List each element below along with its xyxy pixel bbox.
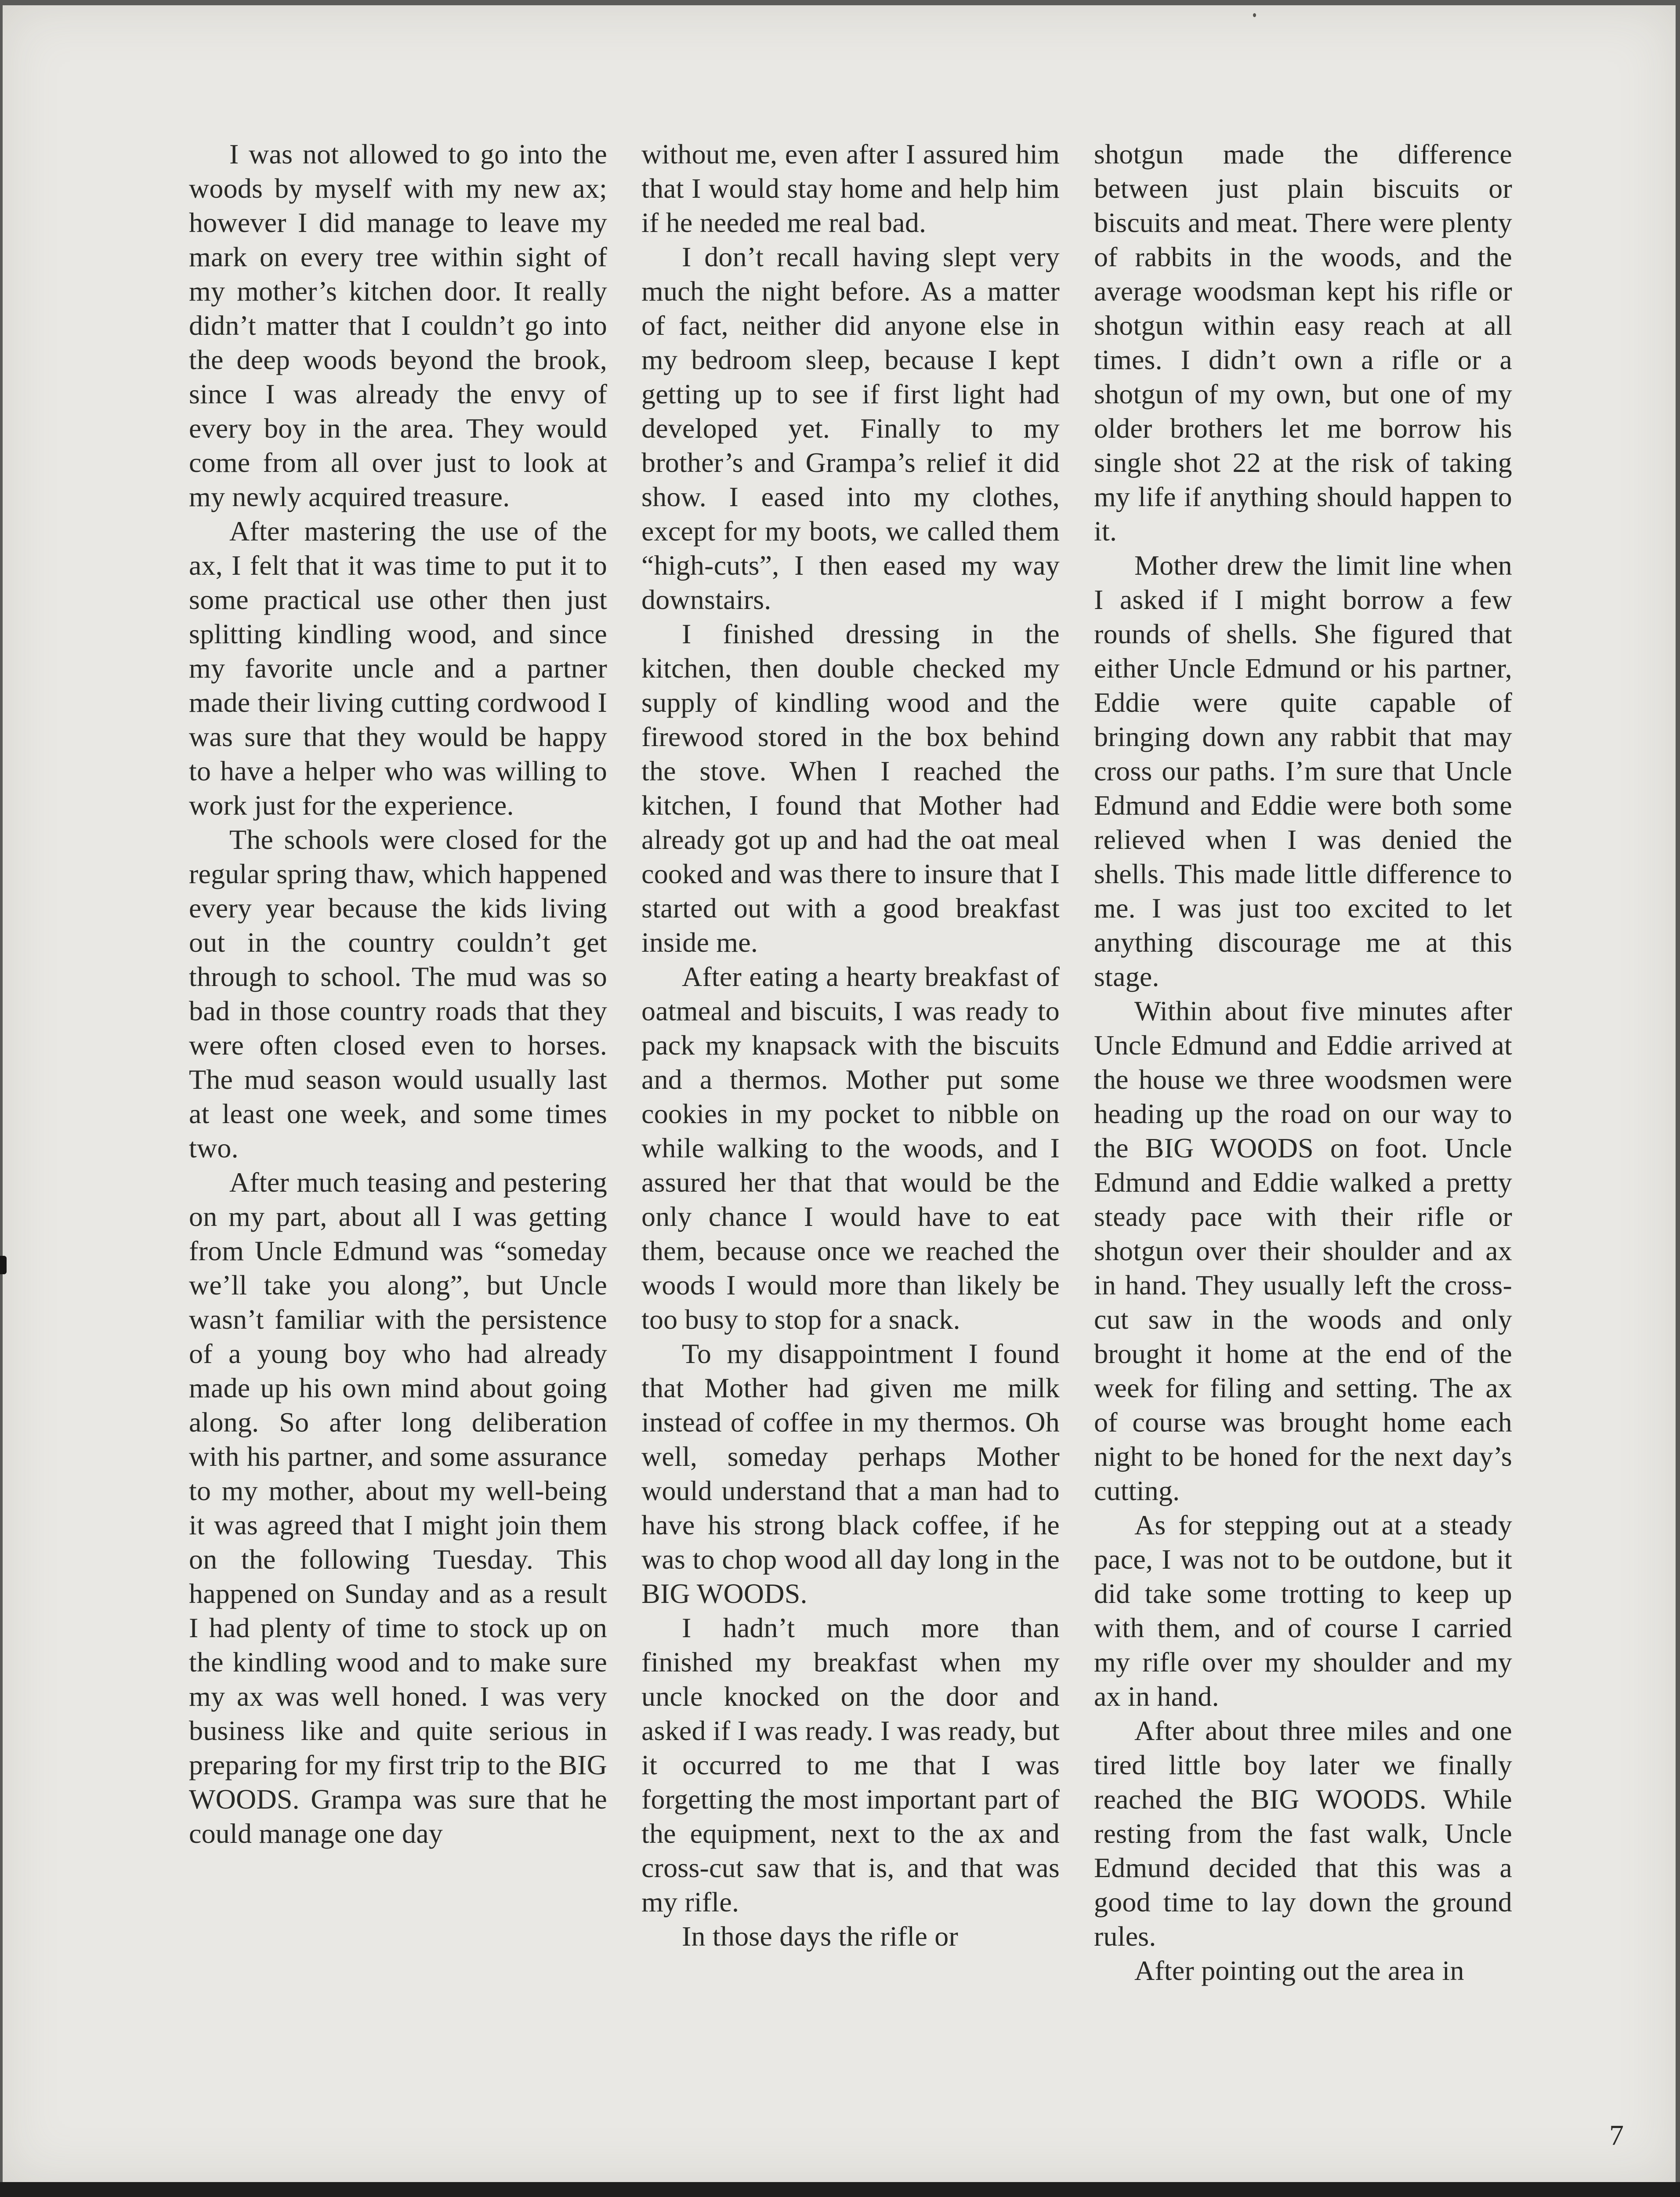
paragraph: without me, even after I assured him that I would stay home and help him if he needed me real bad.	[641, 138, 1060, 238]
text-column-3	[1094, 137, 1512, 1988]
paragraph: After eating a hearty breakfast of oatmeal and biscuits, I was ready to pack my knapsack with the biscuits and a thermos. Mother put some cookies in my pocket to nibble on while walking to the woods, and I assured her that that would be the only chance I would have to eat them, because once we reached the woods I would more than likely be too busy to stop for a snack.	[641, 961, 1060, 1335]
scan-edge-bottom	[0, 2182, 1680, 2197]
paragraph: As for stepping out at a steady pace, I was not to be outdone, but it did take some trotting to keep up with them, and of course I carried my rifle over my shoulder and my ax in hand.	[1094, 1509, 1512, 1712]
paragraph: I was not allowed to go into the woods by myself with my new ax; however I did manage to leave my mark on every tree within sight of my mother’s kitchen door. It really didn’t matter that I couldn’t go into the deep woods beyond the brook, since I was already the envy of every boy in the area. They would come from all over just to look at my newly acquired treasure.	[189, 138, 607, 512]
text-column-2	[641, 137, 1060, 1988]
paragraph: The schools were closed for the regular spring thaw, which happened every year because the kids living out in the country couldn’t get through to school. The mud was so bad in those country roads that they were often closed even to horses. The mud season would usually last at least one week, and some times two.	[189, 824, 607, 1164]
paragraph: I don’t recall having slept very much the night before. As a matter of fact, neither did anyone else in my bedroom sleep, because I kept getting up to see if first light had developed yet. Finally to my brother’s and Grampa’s relief it did show. I eased into my clothes, except for my boots, we called them “high-cuts”, I then eased my way downstairs.	[641, 241, 1060, 615]
text-column-1	[189, 137, 607, 1988]
paragraph: I hadn’t much more than finished my breakfast when my uncle knocked on the door and asked if I was ready. I was ready, but it occurred to me that I was forgetting the most important part of the equipment, next to the ax and cross-cut saw that is, and that was my rifle.	[641, 1612, 1060, 1918]
paragraph: Mother drew the limit line when I asked if I might borrow a few rounds of shells. She figured that either Uncle Edmund or his partner, Eddie were quite capable of bringing down any rabbit that may cross our paths. I’m sure that Uncle Edmund and Eddie were both some relieved when I was denied the shells. This made little difference to me. I was just too excited to let anything discourage me at this stage.	[1094, 550, 1512, 992]
paragraph: I finished dressing in the kitchen, then double checked my supply of kindling wood and the firewood stored in the box behind the stove. When I reached the kitchen, I found that Mother had already got up and had the oat meal cooked and was there to insure that I started out with a good breakfast inside me.	[641, 618, 1060, 958]
scan-edge-artifact	[0, 1256, 7, 1274]
paragraph: After much teasing and pestering on my part, about all I was getting from Uncle Edmund was “someday we’ll take you along”, but Uncle wasn’t familiar with the persistence of a young boy who had already made up his own mind about going along. So after long deliberation with his partner, and some assurance to my mother, about my well-being it was agreed that I might join them on the following Tuesday. This happened on Sunday and as a result I had plenty of time to stock up on the kindling wood and to make sure my ax was well honed. I was very business like and quite serious in preparing for my first trip to the BIG WOODS. Grampa was sure that he could manage one day	[189, 1167, 607, 1849]
paragraph: After about three miles and one tired little boy later we finally reached the BIG WOODS. While resting from the fast walk, Uncle Edmund decided that this was a good time to lay down the ground rules.	[1094, 1715, 1512, 1952]
paragraph: After pointing out the area in	[1134, 1955, 1464, 1986]
paragraph: In those days the rifle or	[682, 1921, 959, 1952]
paragraph: Within about five minutes after Uncle Edmund and Eddie arrived at the house we three woodsmen were heading up the road on our way to the BIG WOODS on foot. Uncle Edmund and Eddie walked a pretty steady pace with their rifle or shotgun over their shoulder and ax in hand. They usually left the cross-cut saw in the woods and only brought it home at the end of the week for filing and setting. The ax of course was brought home each night to be honed for the next day’s cutting.	[1094, 995, 1512, 1506]
paragraph: After mastering the use of the ax, I felt that it was time to put it to some practical use other then just splitting kindling wood, and since my favorite uncle and a partner made their living cutting cordwood I was sure that they would be happy to have a helper who was willing to work just for the experience.	[189, 515, 607, 821]
page-number: 7	[1609, 2119, 1624, 2151]
paragraph: To my disappointment I found that Mother had given me milk instead of coffee in my thermos. Oh well, someday perhaps Mother would understand that a man had to have his strong black coffee, if he was to chop wood all day long in the BIG WOODS.	[641, 1338, 1060, 1609]
scanned-page	[3, 5, 1676, 2183]
scan-speck	[1253, 13, 1256, 17]
text-columns	[189, 137, 1512, 1988]
paragraph: shotgun made the difference between just plain biscuits or biscuits and meat. There were plenty of rabbits in the woods, and the average woodsman kept his rifle or shotgun within easy reach at all times. I didn’t own a rifle or a shotgun of my own, but one of my older brothers let me borrow his single shot 22 at the risk of taking my life if anything should happen to it.	[1094, 138, 1512, 547]
